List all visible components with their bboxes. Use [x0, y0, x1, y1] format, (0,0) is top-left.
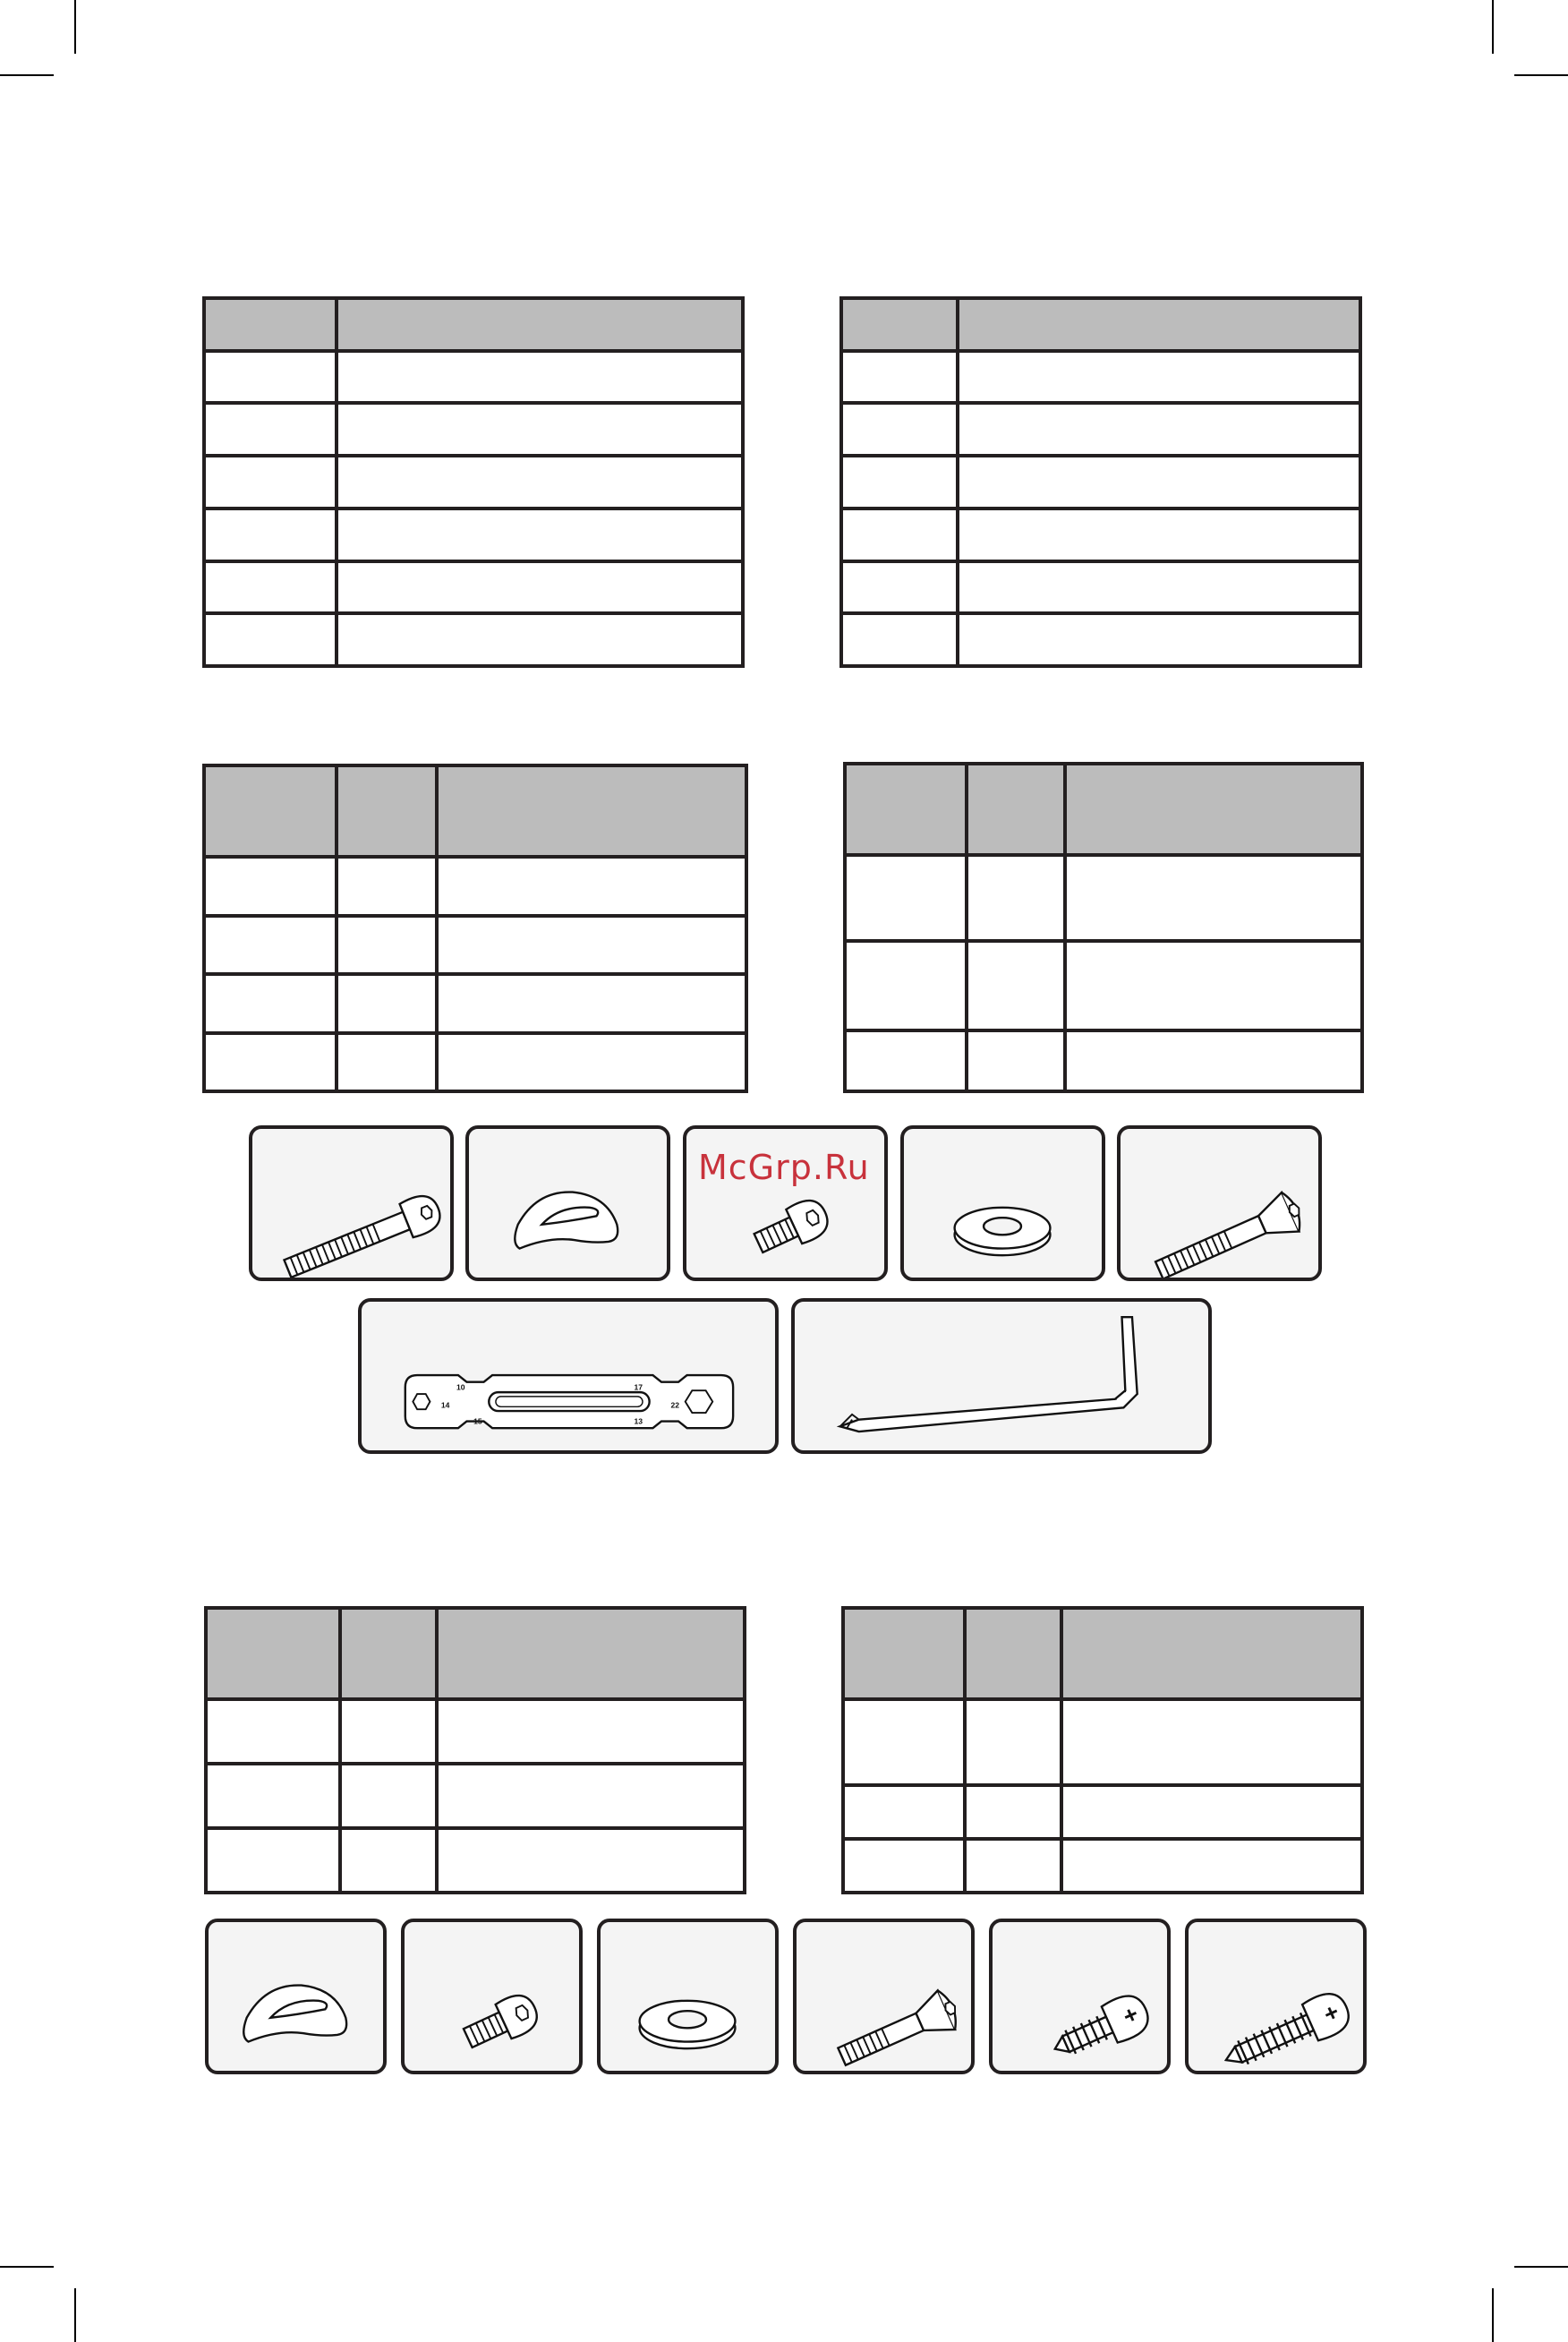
hardware-card [597, 1919, 779, 2074]
curved-washer-icon [209, 1922, 383, 2071]
table-header-row [841, 298, 1360, 351]
allen-key-icon [795, 1302, 1208, 1450]
table-row [841, 351, 1360, 404]
crop-mark [1492, 0, 1494, 54]
table-row [841, 403, 1360, 456]
table-row [206, 1828, 745, 1893]
table-row [841, 561, 1360, 614]
wrench-icon [362, 1302, 775, 1450]
hardware-card [900, 1125, 1105, 1281]
table-row [204, 857, 746, 916]
parts-table-2 [839, 296, 1362, 668]
table-row [204, 351, 743, 404]
button-head-bolt-long-icon [252, 1129, 450, 1278]
wrench-size-label: 17 [634, 1382, 643, 1392]
table-row [204, 1033, 746, 1092]
hardware-table-3 [204, 1606, 746, 1894]
wrench-size-label: 10 [456, 1382, 465, 1392]
table-row [841, 456, 1360, 509]
hardware-card [1117, 1125, 1322, 1281]
phillips-screw-large-icon [1189, 1922, 1363, 2071]
flat-washer-icon [601, 1922, 775, 2071]
crop-mark [0, 74, 54, 76]
hardware-card [793, 1919, 975, 2074]
hardware-card [989, 1919, 1171, 2074]
table-row [204, 561, 743, 614]
hardware-table-4 [841, 1606, 1364, 1894]
countersunk-bolt-icon [1121, 1129, 1318, 1278]
crop-mark [0, 2266, 54, 2268]
hardware-card [249, 1125, 454, 1281]
crop-mark [74, 2288, 76, 2342]
table-row [841, 613, 1360, 666]
table-header-row [206, 1608, 745, 1699]
countersunk-bolt-icon [797, 1922, 971, 2071]
phillips-screw-small-icon [993, 1922, 1167, 2071]
curved-washer-icon [469, 1129, 667, 1278]
table-row [843, 1699, 1362, 1785]
table-header-row [204, 298, 743, 351]
tool-card [791, 1298, 1212, 1454]
wrench-size-label: 15 [473, 1416, 482, 1426]
wrench-size-label: 22 [670, 1400, 680, 1410]
table-header-row [204, 765, 746, 857]
tool-card [358, 1298, 779, 1454]
table-row [204, 403, 743, 456]
table-row [204, 974, 746, 1033]
table-header-row [845, 764, 1362, 855]
table-row [206, 1699, 745, 1764]
table-row [845, 855, 1362, 941]
hardware-table-1 [202, 764, 748, 1093]
crop-mark [74, 0, 76, 54]
wrench-size-label: 14 [440, 1400, 450, 1410]
table-row [841, 509, 1360, 561]
table-row [204, 456, 743, 509]
table-row [843, 1785, 1362, 1839]
table-row [206, 1764, 745, 1828]
table-row [204, 916, 746, 975]
table-row [843, 1839, 1362, 1893]
hardware-card [1185, 1919, 1367, 2074]
table-row [204, 613, 743, 666]
parts-table-1 [202, 296, 745, 668]
hardware-card [401, 1919, 583, 2074]
hardware-card [205, 1919, 387, 2074]
watermark: McGrp.Ru [698, 1148, 870, 1187]
table-header-row [843, 1608, 1362, 1699]
table-row [204, 509, 743, 561]
flat-washer-icon [904, 1129, 1102, 1278]
hardware-card [465, 1125, 670, 1281]
hardware-table-2 [843, 762, 1364, 1093]
table-row [845, 941, 1362, 1030]
table-row [845, 1030, 1362, 1091]
crop-mark [1514, 2266, 1568, 2268]
button-head-bolt-short-icon [405, 1922, 579, 2071]
wrench-size-label: 13 [634, 1416, 643, 1426]
crop-mark [1492, 2288, 1494, 2342]
crop-mark [1514, 74, 1568, 76]
